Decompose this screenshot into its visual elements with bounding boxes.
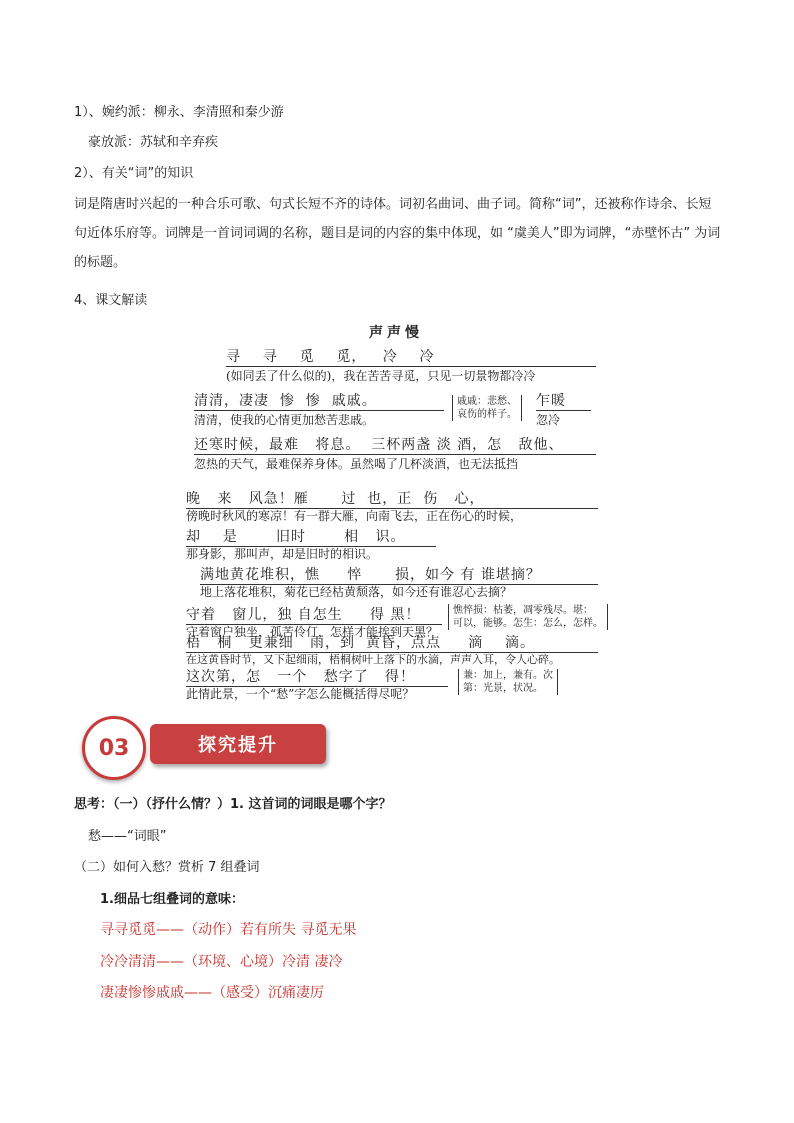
poem-title: 声声慢	[369, 325, 423, 341]
list-item: 冷冷清清——（环境、心境）冷清 凄冷	[100, 954, 343, 970]
poem-note	[448, 604, 608, 630]
poem-original-line: 晚 来 风急！雁 过 也，正 伤 心，	[186, 490, 598, 509]
intro-line-3: 2）、有关“词”的知识	[74, 166, 194, 181]
section-number-badge	[82, 716, 146, 780]
question-1: 思考：（一）（抒什么情？）1. 这首词的词眼是哪个字？	[74, 797, 392, 812]
poem-note	[452, 395, 522, 421]
poem-original-line: 满地黄花堆积，憔 悴 损，如今 有 谁堪摘？	[200, 566, 598, 585]
note-text: 兼：加上，兼有。次	[463, 670, 553, 681]
section-title: 探究提升	[198, 735, 278, 756]
intro-line-4: 4、课文解读	[74, 293, 148, 308]
answer-1: 愁——“词眼”	[88, 829, 167, 844]
poem-original-line: 这次第，怎 一个 愁字了 得！	[186, 668, 448, 687]
poem-translation-line: 地上落花堆积，菊花已经枯黄颓落，如今还有谁忍心去摘？	[200, 585, 513, 599]
note-text: 戚戚：悲愁、	[457, 396, 517, 407]
list-item: 寻寻觅觅——（动作）若有所失 寻觅无果	[100, 922, 357, 938]
poem-block	[186, 322, 606, 702]
question-2: （二）如何入愁？赏析 7 组叠词	[74, 860, 260, 875]
poem-original-line: 梧 桐 更兼细 雨，到 黄昏，点点 滴 滴。	[186, 634, 598, 653]
poem-translation-line: 此情此景，一个“愁”字怎么能概括得尽呢？	[186, 687, 415, 701]
note-text: 憔悴损：枯萎，凋零残尽。堪：	[453, 605, 593, 616]
poem-original-line: 守着 窗儿，独 自怎生 得 黑！	[186, 606, 442, 625]
note-text: 可以，能够。怎生：怎么，怎样。	[453, 618, 603, 629]
poem-note	[458, 669, 558, 695]
poem-original-line: 乍暖	[536, 392, 591, 411]
subheading: 1.细品七组叠词的意味：	[100, 892, 244, 907]
poem-translation-line: (如同丢了什么似的)，我在苦苦寻觅，只见一切景物都冷冷	[226, 369, 536, 383]
note-text: 哀伤的样子。	[457, 409, 517, 420]
poem-translation-line: 守着窗户独坐，孤苦伶仃，怎样才能挨到天黑？	[186, 625, 439, 639]
section-title-banner	[150, 724, 326, 764]
poem-original-line: 寻 寻 觅 觅， 冷 冷	[226, 348, 596, 367]
section-number: 03	[98, 735, 130, 761]
list-item: 凄凄惨惨戚戚——（感受）沉痛凄厉	[100, 985, 324, 1001]
poem-translation-line: 在这黄昏时节，又下起细雨，梧桐树叶上落下的水滴，声声入耳，令人心碎。	[186, 653, 560, 666]
note-text: 第：光景，状况。	[463, 683, 543, 694]
intro-line-1: 1）、婉约派：柳永、李清照和秦少游	[74, 105, 284, 120]
poem-translation-line: 那身影，那叫声，却是旧时的相识。	[186, 547, 379, 561]
poem-original-line: 却 是 旧时 相 识。	[186, 528, 436, 547]
poem-translation-line: 忽冷	[536, 413, 561, 427]
poem-translation-line: 清清，使我的心情更加愁苦悲戚。	[194, 413, 375, 427]
poem-original-line: 清清，凄凄 惨 惨 戚戚。	[194, 392, 444, 411]
intro-paragraph: 词是隋唐时兴起的一种合乐可歌、句式长短不齐的诗体。词初名曲词、曲子词。简称“词”，还被称作诗余、长短句近体乐府等。词牌是一首词词调的名称，题目是词的内容的集中体现，如 “虞美人”即为词牌，“赤壁怀古” 为词的标题。	[74, 197, 721, 270]
intro-line-2: 豪放派：苏轼和辛弃疾	[88, 135, 219, 150]
poem-translation-line: 忽热的天气，最难保养身体。虽然喝了几杯淡酒，也无法抵挡	[194, 457, 519, 471]
poem-original-line: 还寒时候，最难 将息。 三杯两盏 淡 酒，怎 敌他、	[194, 436, 596, 455]
poem-translation-line: 傍晚时秋风的寒凉！有一群大雁，向南飞去，正在伤心的时候，	[186, 509, 523, 523]
